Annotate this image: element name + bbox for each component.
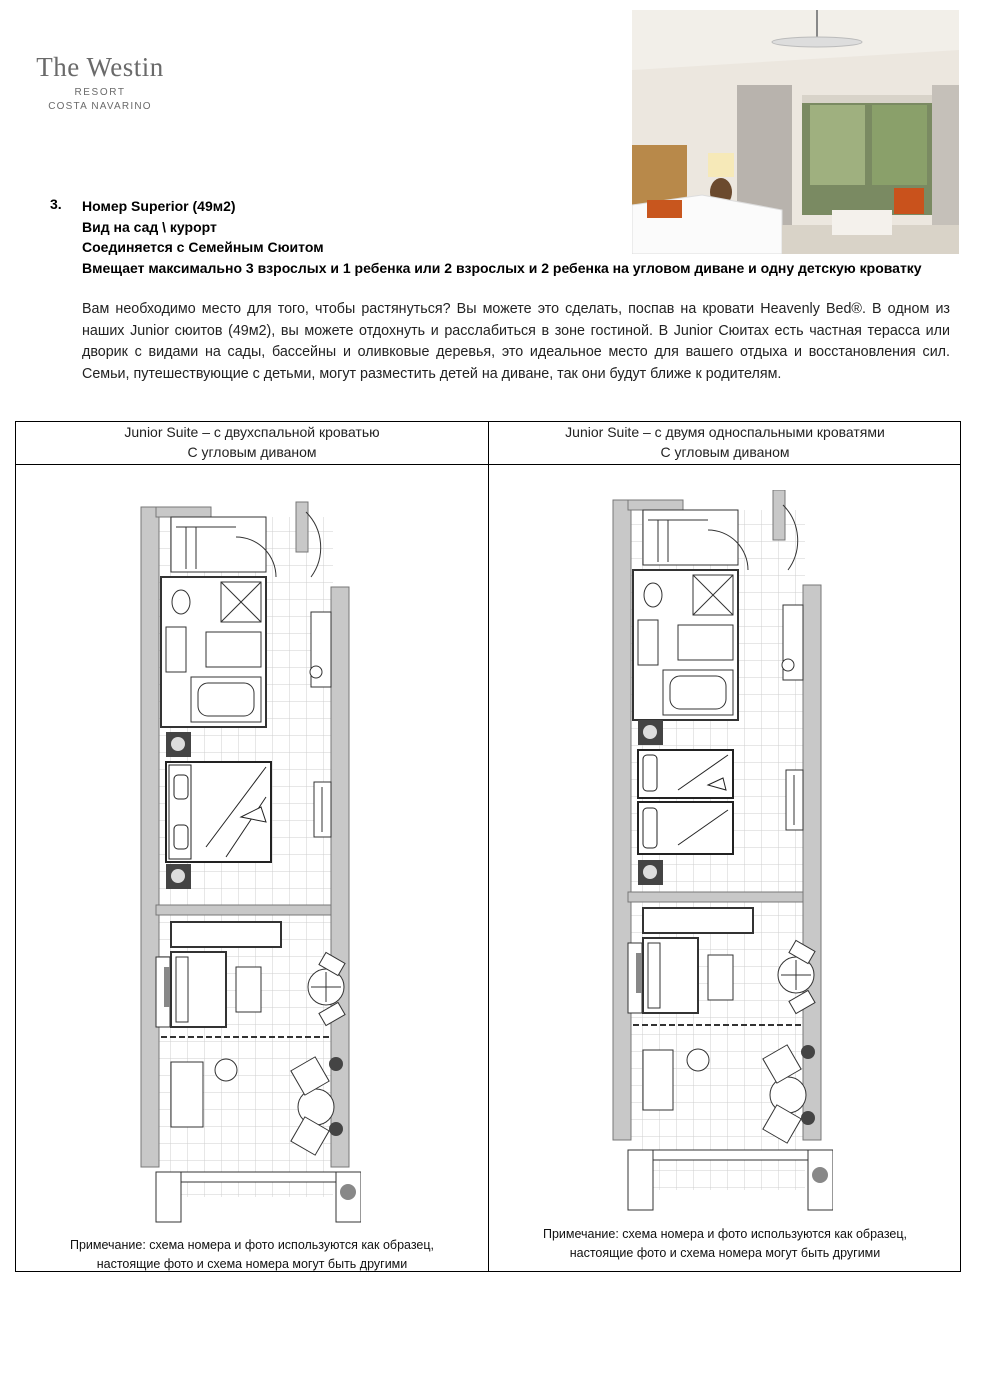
- right-column-title: Junior Suite – с двумя односпальными кроватями: [565, 424, 885, 440]
- left-column-title: Junior Suite – с двухспальной кроватью: [124, 424, 380, 440]
- left-plan-note: [16, 1236, 488, 1274]
- logo-location: COSTA NAVARINO: [48, 101, 152, 112]
- left-column-subtitle: С угловым диваном: [187, 444, 317, 460]
- logo-resort: RESORT: [74, 87, 126, 98]
- right-plan-note: [489, 1225, 961, 1263]
- floor-plans-table: [15, 421, 961, 1272]
- right-note-line-1: Примечание: схема номера и фото используются как образец,: [542, 1227, 908, 1241]
- room-capacity: Вмещает максимально 3 взрослых и 1 ребенка или 2 взрослых и 2 ребенка на угловом диване и одну детскую кроватку: [82, 259, 922, 276]
- floor-plan-double-bed: [136, 497, 361, 1232]
- room-connects: Соединяется с Семейным Сюитом: [82, 239, 324, 255]
- logo-wordmark: The Westin: [36, 52, 164, 82]
- left-note-line-1: Примечание: схема номера и фото используются как образец,: [69, 1238, 435, 1252]
- room-heading: [82, 196, 952, 278]
- table-divider: [488, 422, 489, 1271]
- westin-logo: [20, 52, 180, 114]
- room-description: Вам необходимо место для того, чтобы растянуться? Вы можете это сделать, поспав на кровати Heavenly Bed®. В одном из наших Junior сюитов (49м2), вы можете отдохнуть и расслабиться в зоне гостиной. В Junior Сюитах есть частная терасса или дворик с видами на сады, бассейны и оливковые деревья, это идеальное место для вашего отдыха и восстановления сил. Семьи, путешествующие с детьми, могут разместить детей на диване, так они будут ближе к родителям.: [82, 301, 950, 382]
- section-number: 3.: [50, 196, 62, 212]
- right-column-subtitle: С угловым диваном: [660, 444, 790, 460]
- left-note-line-2: настоящие фото и схема номера могут быть другими: [96, 1257, 408, 1271]
- table-header-divider: [16, 464, 960, 465]
- floor-plan-twin-beds: [608, 490, 833, 1225]
- room-title: Номер Superior (49м2): [82, 198, 236, 214]
- right-column-header: [489, 422, 961, 464]
- right-note-line-2: настоящие фото и схема номера могут быть другими: [569, 1246, 881, 1260]
- room-view: Вид на сад \ курорт: [82, 218, 217, 235]
- left-column-header: [16, 422, 488, 464]
